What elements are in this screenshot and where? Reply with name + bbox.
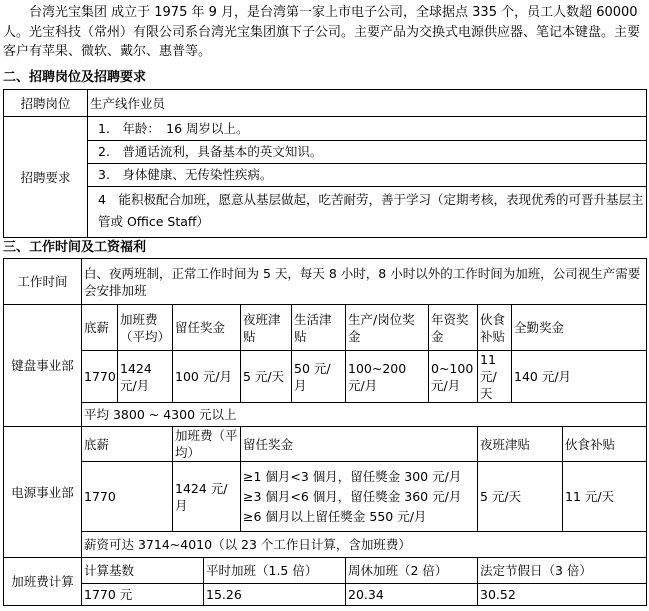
retention-tier: ≥6 個月以上留任獎金 550 元/月 (243, 508, 427, 524)
keyboard-header-cell: 夜班津贴 (241, 305, 292, 351)
power-night-allowance: 5 元/天 (478, 462, 563, 532)
keyboard-header-cell: 加班费（平均） (118, 305, 173, 351)
keyboard-value-cell: 0~100 元/月 (429, 351, 478, 403)
overtime-calc-header: 计算基数 (82, 558, 204, 584)
power-salary-note: 薪资可达 3714~4010（以 23 个工作日计算，含加班费） (82, 532, 647, 558)
power-header-cell: 留任奖金 (241, 427, 478, 462)
requirement-item: 4 能积极配合加班，愿意从基层做起，吃苦耐劳，善于学习（定期考核，表现优秀的可晋升基层主管或 Office Staff） (98, 192, 644, 229)
power-base-pay: 1770 (82, 462, 173, 532)
work-time-value: 白、夜两班制，正常工作时间为 5 天，每天 8 小时，8 小时以外的工作时间为加班，公司视生产需要会安排加班 (82, 259, 647, 305)
keyboard-header-cell: 生产/岗位奖金 (346, 305, 429, 351)
power-overtime-pay: 1424 元/月 (173, 462, 241, 532)
keyboard-header-cell: 底薪 (82, 305, 118, 351)
hours-pay-table (3, 258, 647, 606)
overtime-calc-value: 15.26 (204, 584, 346, 606)
section-heading-recruitment: 二、招聘岗位及招聘要求 (3, 70, 147, 85)
keyboard-header-cell: 生活津贴 (292, 305, 346, 351)
overtime-calc-value: 30.52 (478, 584, 647, 606)
power-division-label: 电源事业部 (4, 427, 82, 558)
keyboard-value-cell: 100 元/月 (173, 351, 241, 403)
overtime-calc-header: 平时加班（1.5 倍） (204, 558, 346, 584)
keyboard-value-cell: 100~200 元/月 (346, 351, 429, 403)
company-intro (3, 3, 646, 62)
retention-tier: ≥1 個月<3 個月，留任獎金 300 元/月 (243, 468, 462, 484)
keyboard-value-cell: 140 元/月 (512, 351, 647, 403)
power-header-cell: 加班费（平均） (173, 427, 241, 462)
overtime-calc-label: 加班费计算 (4, 558, 82, 606)
keyboard-header-cell: 年资奖金 (429, 305, 478, 351)
keyboard-division-label: 键盘事业部 (4, 305, 82, 427)
overtime-calc-value: 20.34 (346, 584, 478, 606)
overtime-calc-value: 1770 元 (82, 584, 204, 606)
retention-tier: ≥3 個月<6 個月，留任獎金 360 元/月 (243, 488, 462, 504)
power-retention-bonus (241, 462, 478, 532)
keyboard-value-cell: 1424 元/月 (118, 351, 173, 403)
requirement-item: 3. 身体健康、无传染性疾病。 (88, 164, 646, 187)
work-time-label: 工作时间 (4, 259, 82, 305)
position-label: 招聘岗位 (4, 90, 88, 117)
recruitment-table (3, 89, 647, 238)
keyboard-value-cell: 1770 (82, 351, 118, 403)
overtime-calc-header: 法定节假日（3 倍） (478, 558, 647, 584)
requirement-item: 2. 普通话流利，具备基本的英文知识。 (88, 141, 646, 164)
keyboard-header-cell: 全勤奖金 (512, 305, 647, 351)
position-value: 生产线作业员 (88, 90, 647, 117)
keyboard-header-cell: 留任奖金 (173, 305, 241, 351)
power-meal-allowance: 11 元/天 (563, 462, 647, 532)
keyboard-value-cell: 50 元/月 (292, 351, 346, 403)
overtime-calc-header: 周休加班（2 倍） (346, 558, 478, 584)
keyboard-value-cell: 11 元/天 (478, 351, 512, 403)
requirements-cell (88, 117, 647, 238)
keyboard-header-cell: 伙食补贴 (478, 305, 512, 351)
intro-paragraph: 台湾光宝集团 成立于 1975 年 9 月，是台湾第一家上市电子公司，全球据点 335 个，员工人数超 60000 人。光宝科技（常州）有限公司系台湾光宝集团旗下子公司。主要产品为交换式电源供应器、笔记本键盘。主要客户有苹果、微软、戴尔、惠普等。 (3, 5, 641, 59)
power-header-cell: 伙食补贴 (563, 427, 647, 462)
keyboard-average-pay: 平均 3800 ~ 4300 元以上 (82, 403, 647, 427)
power-header-cell: 底薪 (82, 427, 173, 462)
requirement-item: 1. 年龄： 16 周岁以上。 (88, 117, 646, 141)
keyboard-value-cell: 5 元/天 (241, 351, 292, 403)
section-heading-hours-pay: 三、工作时间及工资福利 (3, 240, 147, 255)
power-header-cell: 夜班津贴 (478, 427, 563, 462)
requirements-label: 招聘要求 (4, 117, 88, 238)
